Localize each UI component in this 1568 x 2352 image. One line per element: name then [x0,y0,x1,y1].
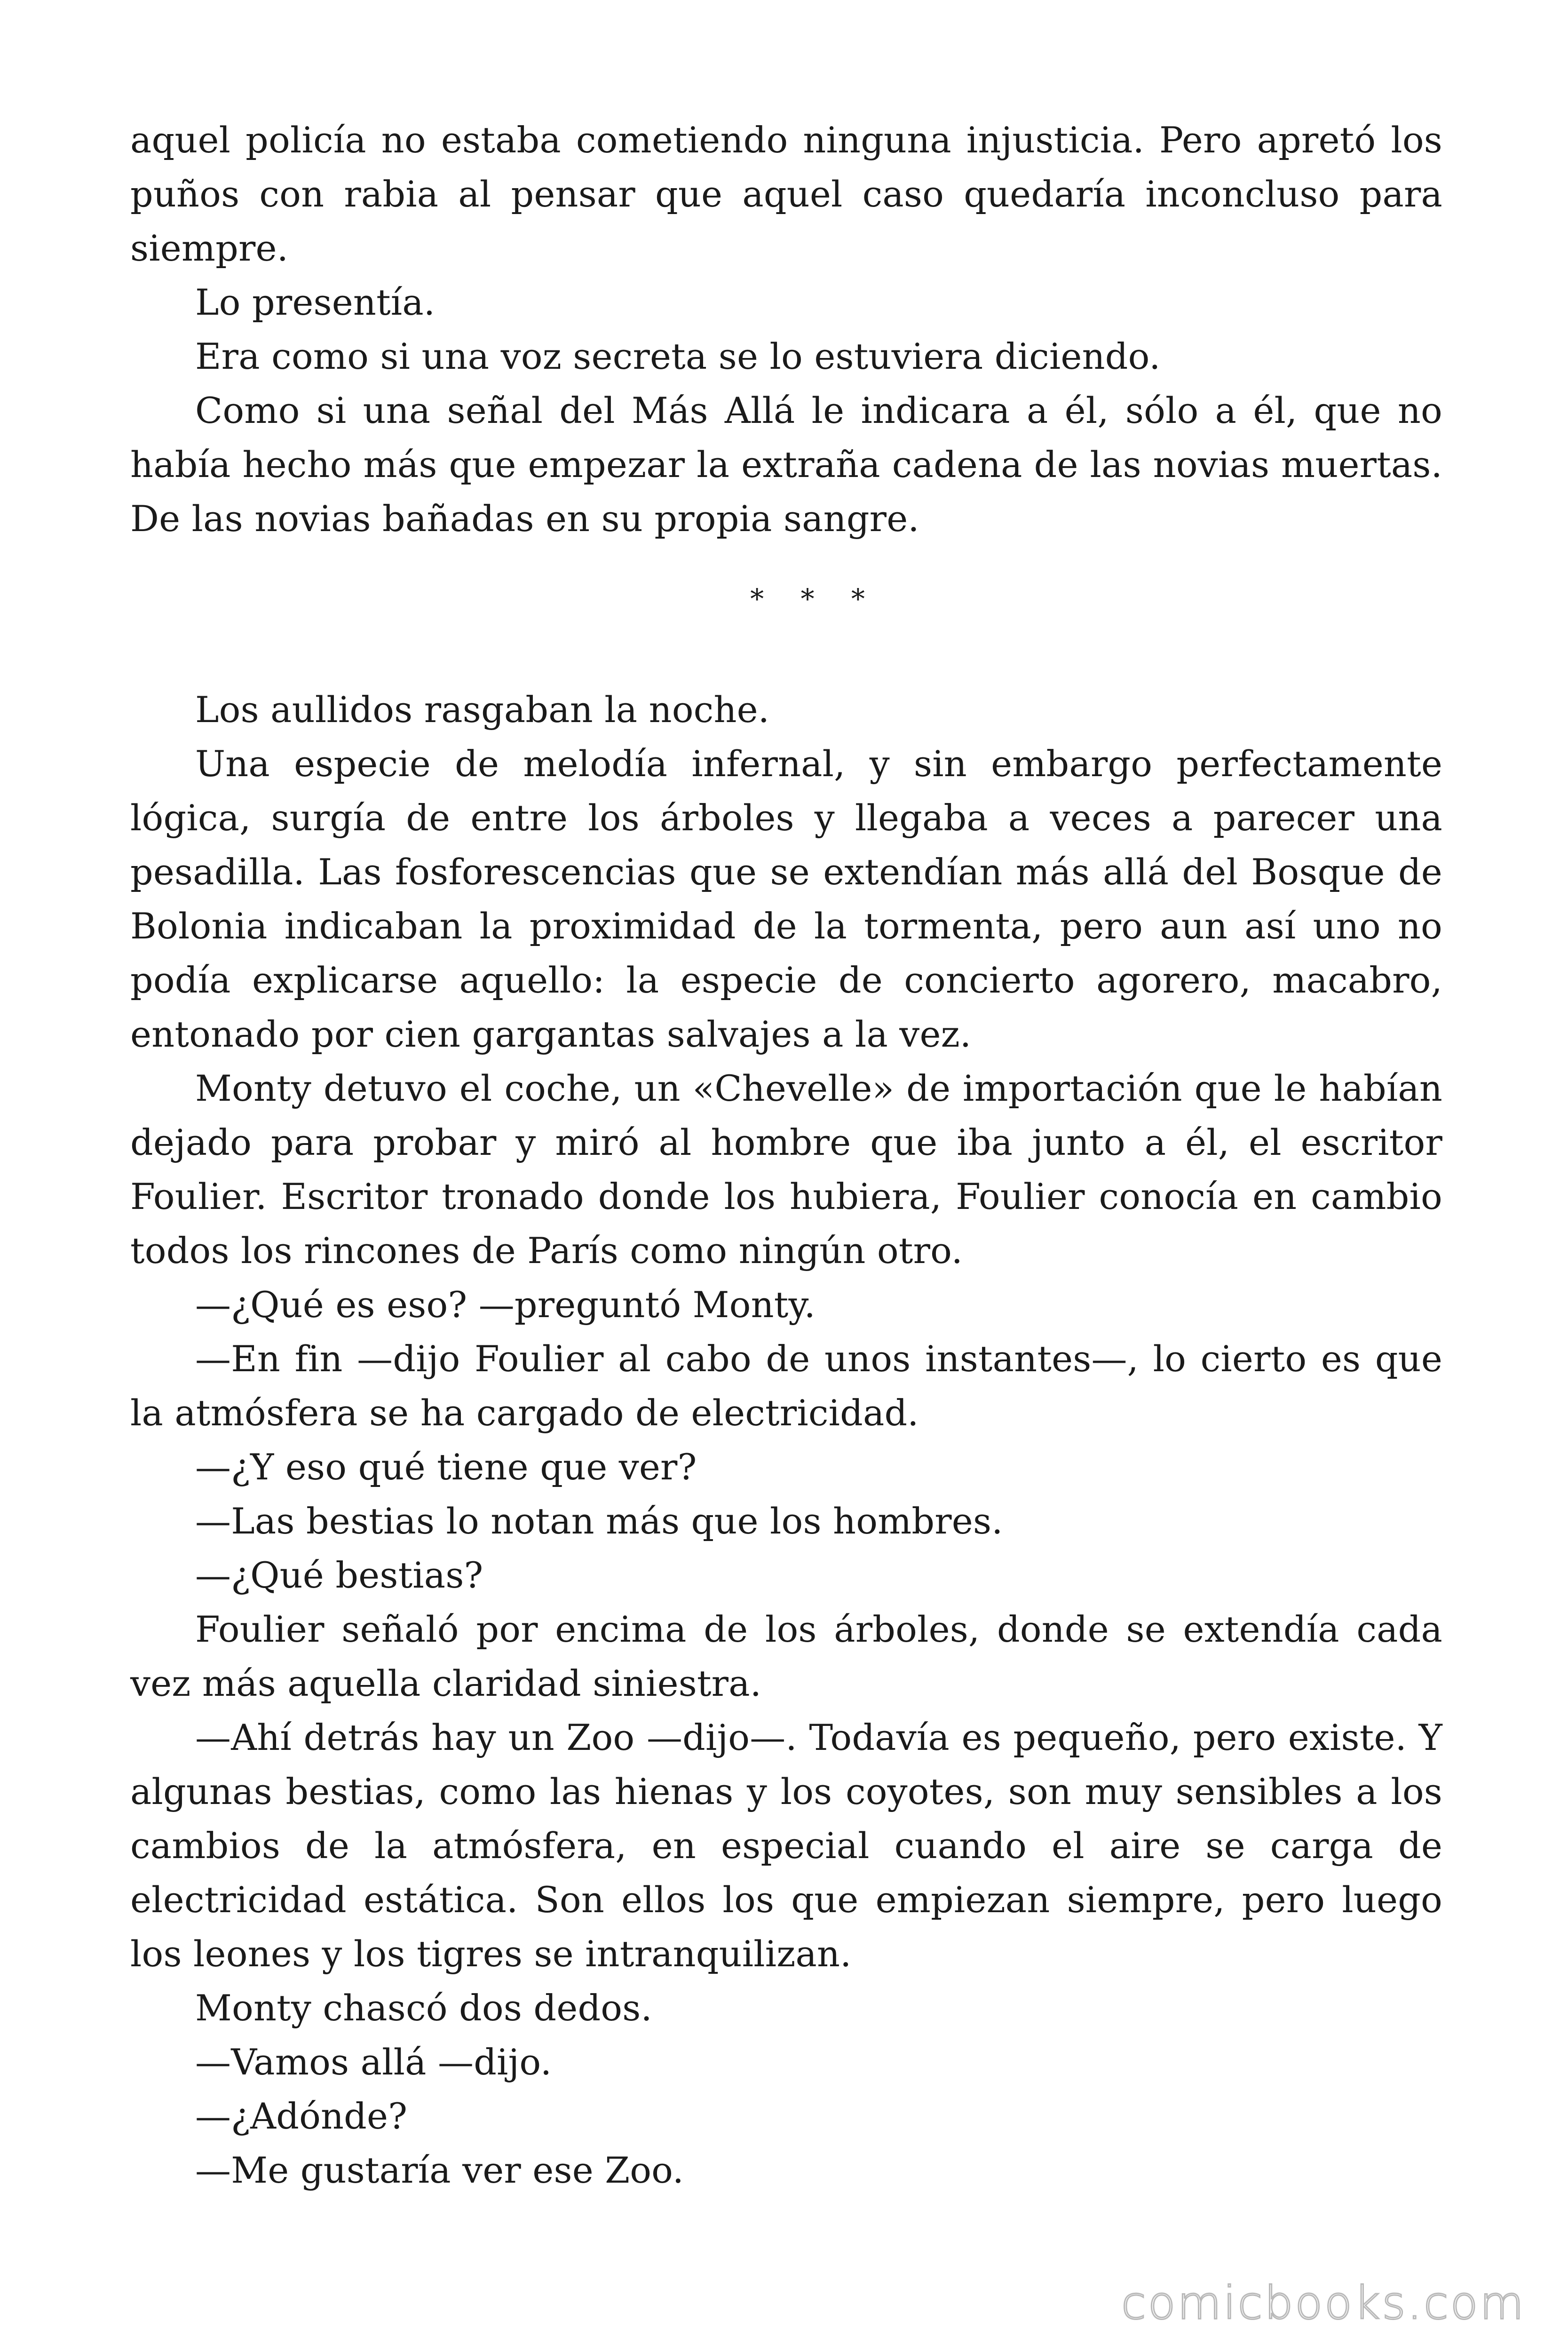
dialogue-line: —Ahí detrás hay un Zoo —dijo—. Todavía es pequeño, pero existe. Y algunas bestias, como las hienas y los coyotes, son muy sensibles a los cambios de la atmósfera, en especial cuando el aire se carga de electricidad estática. Son ellos los que empiezan siempre, pero luego los leones y los tigres se intranquilizan. [130,1716,1442,1975]
dialogue-line: —¿Adónde? [195,2095,408,2137]
dialogue-line: —¿Qué bestias? [195,1554,483,1596]
dialogue-line: —Las bestias lo notan más que los hombres. [195,1500,1003,1542]
scene-break: * * * [750,583,879,615]
paragraph: Foulier señaló por encima de los árboles, donde se extendía cada vez más aquella claridad siniestra. [130,1608,1442,1704]
paragraph: Era como si una voz secreta se lo estuviera diciendo. [195,335,1161,377]
dialogue-line: —¿Qué es eso? —preguntó Monty. [195,1284,816,1326]
paragraph: Lo presentía. [195,281,436,323]
paragraph-continued: aquel policía no estaba cometiendo ninguna injusticia. Pero apretó los puños con rabia al pensar que aquel caso quedaría inconcluso para siempre. [130,119,1442,269]
dialogue-line: —¿Y eso qué tiene que ver? [195,1446,697,1488]
paragraph: Monty detuvo el coche, un «Chevelle» de importación que le habían dejado para probar y miró al hombre que iba junto a él, el escritor Foulier. Escritor tronado donde los hubiera, Foulier conocía en cambio todos los rincones de París como ningún otro. [130,1067,1442,1271]
paragraph: Una especie de melodía infernal, y sin embargo perfectamente lógica, surgía de entre los árboles y llegaba a veces a parecer una pesadilla. Las fosforescencias que se extendían más allá del Bosque de Bolonia indicaban la proximidad de la tormenta, pero aun así uno no podía explicarse aquello: la especie de concierto agorero, macabro, entonado por cien gargantas salvajes a la vez. [130,743,1442,1055]
paragraph: Monty chascó dos dedos. [195,1987,652,2029]
site-watermark: comicbooks.com [1121,2277,1526,2329]
paragraph: Como si una señal del Más Allá le indicara a él, sólo a él, que no había hecho más que empezar la extraña cadena de las novias muertas. De las novias bañadas en su propia sangre. [130,389,1442,540]
page-text [130,113,1442,2197]
dialogue-line: —Vamos allá —dijo. [195,2041,552,2083]
dialogue-line: —En fin —dijo Foulier al cabo de unos instantes—, lo cierto es que la atmósfera se ha cargado de electricidad. [130,1338,1442,1434]
paragraph: Los aullidos rasgaban la noche. [195,689,770,731]
dialogue-line: —Me gustaría ver ese Zoo. [195,2149,684,2191]
